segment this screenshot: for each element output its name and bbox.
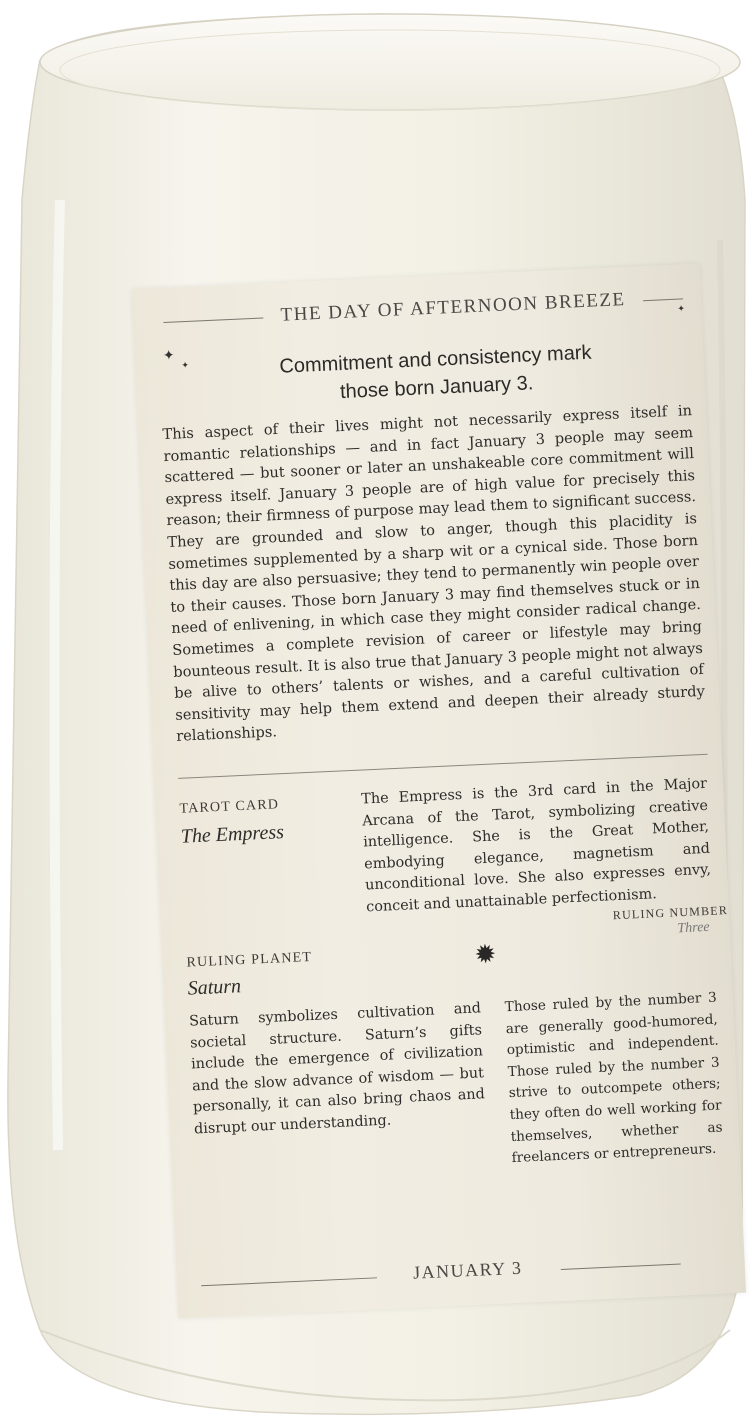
footer-rule-right [561, 1264, 681, 1270]
header-rule-right [643, 298, 683, 301]
footer-rule-left [201, 1277, 377, 1286]
footer-date: JANUARY 3 [412, 1257, 523, 1283]
body-text: This aspect of their lives might not necessarily express itself in romantic relationships — and in fact January 3 people may seem scattered — but sooner or later an unshakeable core commitment will express itself. January 3 people are of high value for precisely this reason; their firmness of purpose may lead them to significant success. They are grounded and slow to anger, though this placidity is sometimes supplemented by a sharp wit or a cynical side. Those born this day are also persuasive; they tend to permanently win people over to their causes. Those born January 3 may find themselves stuck or in need of enlivening, in which case they might consider radical change. Sometimes a complete revision of career or lifestyle may bring bounteous result. It is also true that January 3 people might not always be alive to others’ talents or wishes, and a careful cultivation of sensitivity may help them extend and deepen their already sturdy relationships. [162, 402, 706, 746]
headline: Commitment and consistency mark those born January 3. [278, 341, 592, 404]
sparkle-icon: ✦ [162, 347, 176, 365]
header-rule-left [163, 317, 263, 323]
ruling-planet-label: RULING PLANET [186, 949, 313, 971]
ruling-number-label: RULING NUMBER [612, 903, 729, 923]
sparkle-icon: ✦ [677, 304, 686, 315]
tarot-card-value: The Empress [180, 821, 285, 848]
number-description: Those ruled by the number 3 are generally good-humored, optimistic and independent. Those ruled by the number 3 strive to outcompete others; they often do well working for themselves, whether as freelancers or entrepreneurs. [504, 989, 723, 1167]
ruling-number-value: Three [677, 919, 710, 937]
candle-label [132, 264, 746, 1319]
section-divider [178, 754, 707, 779]
sparkle-icon: ✦ [181, 360, 190, 372]
star-burst-icon: ✹ [473, 939, 497, 971]
day-title: THE DAY OF AFTERNOON BREEZE [280, 289, 626, 326]
ruling-planet-value: Saturn [187, 975, 242, 1000]
tarot-description: The Empress is the 3rd card in the Major Arcana of the Tarot, symbolizing creative intelligence. She is the Great Mother, embodying elegance, magnetism and unconditional love. She also expresses envy, conceit and unattainable perfectionism. [360, 775, 712, 916]
planet-description: Saturn symbolizes cultivation and societal structure. Saturn’s gifts include the emergence of civilization and the slow advance of wisdom — but personally, it can also bring chaos and disrupt our understanding. [188, 1000, 486, 1138]
tarot-card-label: TAROT CARD [179, 797, 280, 817]
